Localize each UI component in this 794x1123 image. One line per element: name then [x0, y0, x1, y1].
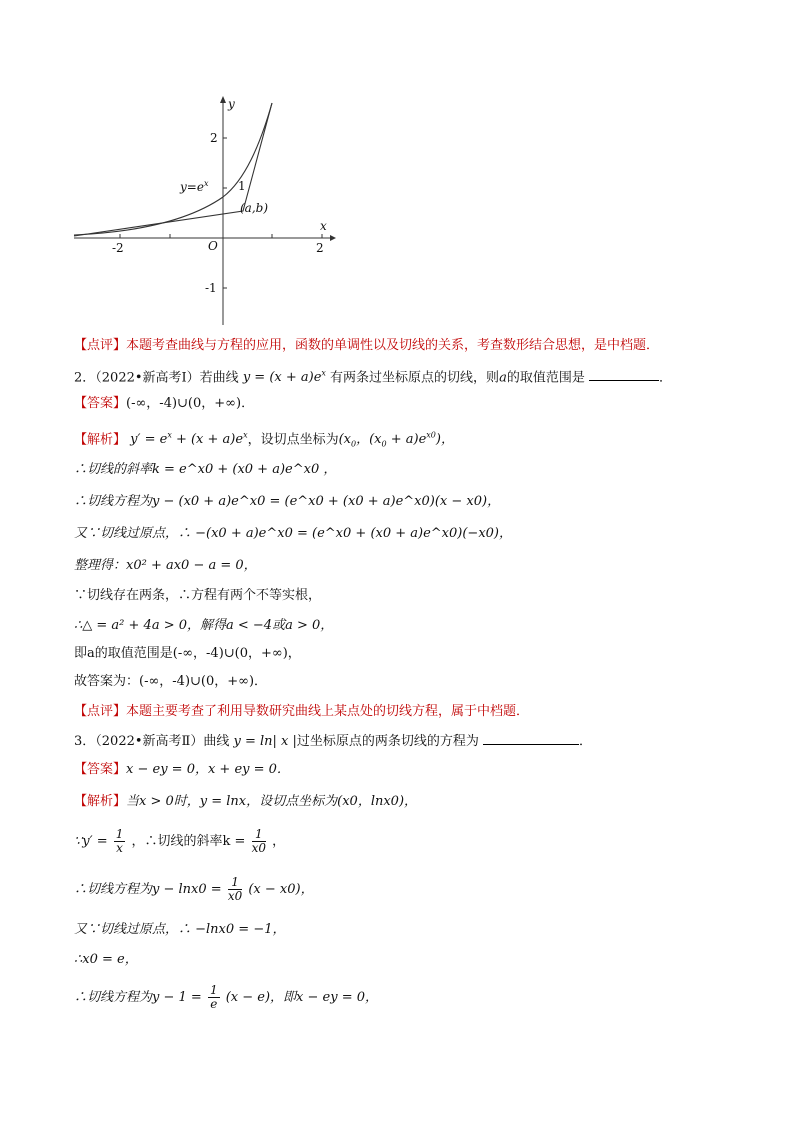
- analysis-line-4: 又∵切线过原点，∴ −(x0 + a)e^x0 = (e^x0 + (x0 + a)e^x0)(−x0)，: [74, 526, 512, 541]
- tick-label-y2: 2: [210, 131, 218, 145]
- tangent-line: [74, 103, 272, 236]
- point-label: (a,b): [240, 201, 269, 215]
- tick-label-y1: 1: [238, 179, 246, 193]
- y-axis-arrow: [220, 96, 226, 103]
- analysis3-line-4: 又∵切线过原点，∴ −lnx0 = −1，: [74, 922, 286, 937]
- answer-blank-3[interactable]: [483, 730, 579, 745]
- analysis3-line-1: 【解析】当x > 0时，y = lnx，设切点坐标为(x0，lnx0)，: [74, 794, 418, 809]
- exp-curve: [74, 103, 272, 235]
- graph-figure: [60, 90, 350, 330]
- x-axis-arrow: [330, 235, 336, 241]
- tick-label-xneg2: -2: [112, 241, 124, 255]
- question-2: 2．（2022•新高考Ⅰ）若曲线 $y = (x + a)e^x$ 有两条过坐标原点的切线，则a的取值范围是 ．: [74, 364, 672, 388]
- answer-line-2: 【答案】(-∞，-4)∪(0，+∞)．: [74, 396, 255, 411]
- analysis3-line-5: ∴x0 = e，: [74, 952, 138, 967]
- analysis-line-8: 即a的取值范围是(-∞，-4)∪(0，+∞)，: [74, 646, 301, 661]
- x-axis-label: x: [320, 219, 327, 233]
- comment-text: 本题考查曲线与方程的应用，函数的单调性以及切线的关系，考查数形结合思想，是中档题．: [126, 338, 660, 353]
- analysis-line-3: ∴切线方程为y − (x0 + a)e^x0 = (e^x0 + (x0 + a)e^x0)(x − x0)，: [74, 494, 501, 509]
- analysis-line-6: ∵切线存在两条，∴方程有两个不等实根，: [74, 588, 322, 603]
- analysis-line-1: 【解析】 $y' = e^x + (x + a)e^x$，设切点坐标为($x_0$，$(x_0 + a)e^{x0}$)，: [74, 431, 454, 449]
- question-3: 3．（2022•新高考Ⅱ）曲线 y = ln| x |过坐标原点的两条切线的方程为 ．: [74, 730, 592, 752]
- comment-tag: 【点评】: [74, 338, 127, 353]
- curve-label: $y=e^x$: [180, 179, 209, 194]
- tick-label-x2: 2: [316, 241, 324, 255]
- origin-label: O: [208, 239, 218, 253]
- analysis3-line-3: ∴切线方程为y − lnx0 = $\frac{1}{x0}$ (x − x0)，: [74, 875, 314, 903]
- comment-line-2: 【点评】本题主要考查了利用导数研究曲线上某点处的切线方程，属于中档题．: [74, 704, 530, 719]
- answer-line-3: 【答案】x − ey = 0，x + ey = 0．: [74, 762, 290, 777]
- analysis-line-9: 故答案为：(-∞，-4)∪(0，+∞)．: [74, 674, 268, 689]
- analysis3-line-6: ∴切线方程为y − 1 = $\frac{1}{e}$ (x − e)，即x − ey = 0，: [74, 983, 379, 1011]
- comment-line-1: [74, 336, 659, 356]
- analysis-line-7: ∴△ = a² + 4a > 0，解得a < −4或a > 0，: [74, 618, 334, 633]
- y-axis-label: y: [228, 97, 235, 111]
- answer-blank[interactable]: [589, 366, 659, 381]
- analysis-line-5: 整理得：x0² + ax0 − a = 0，: [74, 558, 257, 573]
- analysis-line-2: ∴切线的斜率k = e^x0 + (x0 + a)e^x0 ，: [74, 462, 337, 477]
- analysis3-line-2: ∵y′ = $\frac{1}{x}$ ，∴切线的斜率k = $\frac{1}{x0}$ ，: [74, 827, 286, 855]
- tick-label-yneg1: -1: [205, 281, 217, 295]
